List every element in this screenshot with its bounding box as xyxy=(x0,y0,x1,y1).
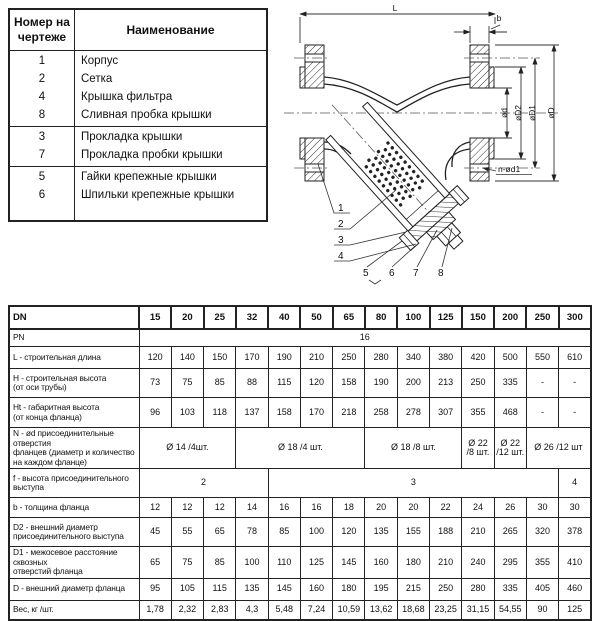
dim-cell: 12 xyxy=(204,498,236,518)
dim-row-label: H - строительная высота (от оси трубы) xyxy=(9,369,139,398)
dim-row-D1 xyxy=(9,547,591,579)
dim-cell: 75 xyxy=(171,547,203,579)
dim-cell: 190 xyxy=(268,347,300,369)
dim-cell: 22 xyxy=(430,498,462,518)
dim-row-pn xyxy=(9,329,591,347)
dim-cell: 190 xyxy=(365,369,397,398)
dim-label-holes: n-ød1 xyxy=(498,164,521,174)
dim-row-label: b - толщина фланца xyxy=(9,498,139,518)
dim-row-label: D - внешний диаметр фланца xyxy=(9,578,139,600)
dim-row-label: D2 - внешний диаметр присоединительного выступа xyxy=(9,518,139,547)
dim-row-L xyxy=(9,347,591,369)
dim-cell: 18 xyxy=(333,498,365,518)
dim-cell: 110 xyxy=(268,547,300,579)
dim-cell: 10,59 xyxy=(333,600,365,620)
branch-wall-upper xyxy=(363,102,450,198)
dimensions-table xyxy=(8,305,592,621)
dim-cell: 250 xyxy=(430,578,462,600)
dim-cell: 23,25 xyxy=(430,600,462,620)
dim-cell: 145 xyxy=(268,578,300,600)
dim-cell: 170 xyxy=(236,347,268,369)
part-label-4: 4 xyxy=(338,251,344,262)
part-label-2: 2 xyxy=(338,219,344,230)
dim-cell: 16 xyxy=(300,498,332,518)
dn-value: 15 xyxy=(139,306,171,329)
dim-cell: 4 xyxy=(559,469,591,498)
dim-cell: 210 xyxy=(300,347,332,369)
dim-cell: 2 xyxy=(139,469,268,498)
dimension-L xyxy=(300,14,495,43)
dn-value: 300 xyxy=(559,306,591,329)
dim-cell: 115 xyxy=(268,369,300,398)
dim-cell: Ø 22 /8 шт. xyxy=(462,428,494,469)
dimension-holes xyxy=(483,164,532,175)
dim-cell: 280 xyxy=(365,347,397,369)
dim-row-N xyxy=(9,428,591,469)
dim-cell: 195 xyxy=(365,578,397,600)
dim-row-f xyxy=(9,469,591,498)
dim-cell: 12 xyxy=(139,498,171,518)
dn-value: 80 xyxy=(365,306,397,329)
dim-cell: 65 xyxy=(139,547,171,579)
part-label-7: 7 xyxy=(413,268,419,279)
dim-cell: 140 xyxy=(171,347,203,369)
parts-group-2 xyxy=(9,127,267,167)
parts-header-number: Номер на чертеже xyxy=(9,9,75,51)
dim-cell: 7,24 xyxy=(300,600,332,620)
dim-cell: 240 xyxy=(462,547,494,579)
dim-cell: 460 xyxy=(559,578,591,600)
dim-cell: 405 xyxy=(526,578,558,600)
dim-label-D1: øD1 xyxy=(527,104,537,122)
dim-cell: 213 xyxy=(430,369,462,398)
dim-row-label: Ht - габаритная высота (от конца фланца) xyxy=(9,398,139,428)
part-label-6: 6 xyxy=(389,268,395,279)
dim-row-label: Вес, кг /шт. xyxy=(9,600,139,620)
dim-cell: 100 xyxy=(300,518,332,547)
parts-group-1 xyxy=(9,51,267,127)
dim-cell: 16 xyxy=(268,498,300,518)
dim-cell: 218 xyxy=(333,398,365,428)
dn-value: 125 xyxy=(430,306,462,329)
dim-cell: 355 xyxy=(462,398,494,428)
parts-header-name: Наименование xyxy=(75,9,268,51)
dim-cell: 250 xyxy=(333,347,365,369)
part-label-5: 5 xyxy=(363,268,369,279)
dim-cell: 1,78 xyxy=(139,600,171,620)
dim-cell: 135 xyxy=(236,578,268,600)
dim-cell: 20 xyxy=(365,498,397,518)
dim-cell: 320 xyxy=(526,518,558,547)
dim-row-label: N - ød присоединительные отверстия фланцев (диаметр и количество на каждом фланце) xyxy=(9,428,139,469)
part-label-8: 8 xyxy=(438,268,444,279)
parts-group-3 xyxy=(9,167,267,222)
dim-cell: 24 xyxy=(462,498,494,518)
dim-row-dn xyxy=(9,306,591,329)
dim-cell: Ø 14 /4шт. xyxy=(139,428,236,469)
dim-cell: 4,3 xyxy=(236,600,268,620)
dim-cell: 45 xyxy=(139,518,171,547)
dim-cell: 200 xyxy=(397,369,429,398)
dim-cell: 265 xyxy=(494,518,526,547)
strainer-branch xyxy=(303,79,488,272)
dim-cell: 20 xyxy=(397,498,429,518)
dim-cell: 160 xyxy=(365,547,397,579)
dim-cell: 188 xyxy=(430,518,462,547)
part-numbers: 5 6 xyxy=(9,167,75,222)
dim-cell: 500 xyxy=(494,347,526,369)
dim-cell: - xyxy=(559,369,591,398)
dim-cell: 55 xyxy=(171,518,203,547)
dim-row-weight xyxy=(9,600,591,620)
dim-cell: 75 xyxy=(171,369,203,398)
part-numbers: 3 7 xyxy=(9,127,75,167)
dim-cell: 155 xyxy=(397,518,429,547)
dim-row-label: f - высота присоединительного выступа xyxy=(9,469,139,498)
dim-cell: 2,32 xyxy=(171,600,203,620)
dim-cell: 118 xyxy=(204,398,236,428)
part-names: Корпус Сетка Крышка фильтра Сливная пробка крышки xyxy=(75,51,268,127)
dim-label-L: L xyxy=(392,3,398,13)
dim-cell: Ø 18 /8 шт. xyxy=(365,428,462,469)
dim-cell: 115 xyxy=(204,578,236,600)
part-label-3: 3 xyxy=(338,235,344,246)
dim-row-D2 xyxy=(9,518,591,547)
dim-cell: 335 xyxy=(494,578,526,600)
dn-value: 32 xyxy=(236,306,268,329)
dim-cell: 78 xyxy=(236,518,268,547)
dim-cell: 307 xyxy=(430,398,462,428)
dn-value: 50 xyxy=(300,306,332,329)
dim-cell: 145 xyxy=(333,547,365,579)
dim-label-b: b xyxy=(496,13,502,23)
parts-table-body xyxy=(9,9,267,221)
dim-cell: 278 xyxy=(397,398,429,428)
dim-cell: 250 xyxy=(462,369,494,398)
parts-table xyxy=(8,8,268,222)
dim-cell: 120 xyxy=(333,518,365,547)
dim-cell: 215 xyxy=(397,578,429,600)
dim-row-b xyxy=(9,498,591,518)
dim-cell: 13,62 xyxy=(365,600,397,620)
dim-cell: 3 xyxy=(268,469,559,498)
dim-cell: 135 xyxy=(365,518,397,547)
dim-cell: Ø 18 /4 шт. xyxy=(236,428,365,469)
dn-value: 25 xyxy=(204,306,236,329)
dim-cell: 210 xyxy=(462,518,494,547)
dim-label-D2: øD2 xyxy=(513,104,523,122)
dim-row-D xyxy=(9,578,591,600)
dn-value: 200 xyxy=(494,306,526,329)
dim-cell: 137 xyxy=(236,398,268,428)
dim-cell: 280 xyxy=(462,578,494,600)
dim-cell: 210 xyxy=(430,547,462,579)
part-numbers: 1 2 4 8 xyxy=(9,51,75,127)
part-names: Прокладка крышки Прокладка пробки крышки xyxy=(75,127,268,167)
dim-cell: - xyxy=(559,398,591,428)
dim-cell: 125 xyxy=(300,547,332,579)
dim-cell: 340 xyxy=(397,347,429,369)
dim-cell: 410 xyxy=(559,547,591,579)
dim-cell: 355 xyxy=(526,547,558,579)
dim-cell: 30 xyxy=(559,498,591,518)
dim-cell: 150 xyxy=(204,347,236,369)
dn-value: 100 xyxy=(397,306,429,329)
dim-cell: 54,55 xyxy=(494,600,526,620)
dim-cell: 610 xyxy=(559,347,591,369)
dim-cell: 85 xyxy=(204,369,236,398)
dim-cell: - xyxy=(526,369,558,398)
dim-cell: 16 xyxy=(139,329,591,347)
dim-cell: Ø 26 /12 шт xyxy=(526,428,591,469)
dim-cell: 26 xyxy=(494,498,526,518)
dim-cell: 158 xyxy=(333,369,365,398)
dim-cell: 180 xyxy=(397,547,429,579)
dim-cell: 88 xyxy=(236,369,268,398)
dim-cell: 380 xyxy=(430,347,462,369)
dim-cell: 5,48 xyxy=(268,600,300,620)
dim-cell: 550 xyxy=(526,347,558,369)
dim-row-label: L - строительная длина xyxy=(9,347,139,369)
dim-cell: 295 xyxy=(494,547,526,579)
part-label-1: 1 xyxy=(338,203,344,214)
dim-cell: 105 xyxy=(171,578,203,600)
part-names: Гайки крепежные крышки Шпильки крепежные крышки xyxy=(75,167,268,222)
dim-label-D: øD xyxy=(546,107,556,119)
dim-cell: 125 xyxy=(559,600,591,620)
dim-cell: 31,15 xyxy=(462,600,494,620)
dim-cell: 120 xyxy=(300,369,332,398)
dimension-b xyxy=(454,25,507,43)
dim-cell: 85 xyxy=(204,547,236,579)
dn-value: 20 xyxy=(171,306,203,329)
dim-row-label: D1 - межосевое расстояние сквозных отверстий фланца xyxy=(9,547,139,579)
dim-cell: 14 xyxy=(236,498,268,518)
dim-cell: 180 xyxy=(333,578,365,600)
dim-cell: 158 xyxy=(268,398,300,428)
dim-cell: 335 xyxy=(494,369,526,398)
dim-row-H xyxy=(9,369,591,398)
dim-cell: 65 xyxy=(204,518,236,547)
dim-cell: - xyxy=(526,398,558,428)
dim-cell: 90 xyxy=(526,600,558,620)
dim-cell: 103 xyxy=(171,398,203,428)
dim-cell: 73 xyxy=(139,369,171,398)
dim-cell: 378 xyxy=(559,518,591,547)
dim-cell: 95 xyxy=(139,578,171,600)
dim-label-d: ød xyxy=(499,108,509,118)
dn-value: 250 xyxy=(526,306,558,329)
dim-cell: 468 xyxy=(494,398,526,428)
dim-cell: 170 xyxy=(300,398,332,428)
dim-cell: 120 xyxy=(139,347,171,369)
dn-label: DN xyxy=(9,306,139,329)
dim-cell: 2,83 xyxy=(204,600,236,620)
dim-cell: 160 xyxy=(300,578,332,600)
dn-value: 65 xyxy=(333,306,365,329)
dim-cell: 96 xyxy=(139,398,171,428)
dim-row-label: PN xyxy=(9,329,139,347)
dim-cell: 100 xyxy=(236,547,268,579)
strainer-drawing xyxy=(278,0,600,300)
dimensions-table-body xyxy=(9,306,591,620)
branch-wall-lower xyxy=(326,135,413,231)
dim-cell: 18,68 xyxy=(397,600,429,620)
dim-cell: 85 xyxy=(268,518,300,547)
dim-cell: 30 xyxy=(526,498,558,518)
dim-row-Ht xyxy=(9,398,591,428)
dn-value: 40 xyxy=(268,306,300,329)
dim-cell: 420 xyxy=(462,347,494,369)
dim-cell: 258 xyxy=(365,398,397,428)
dim-cell: 12 xyxy=(171,498,203,518)
dn-value: 150 xyxy=(462,306,494,329)
dim-cell: Ø 22 /12 шт. xyxy=(494,428,526,469)
